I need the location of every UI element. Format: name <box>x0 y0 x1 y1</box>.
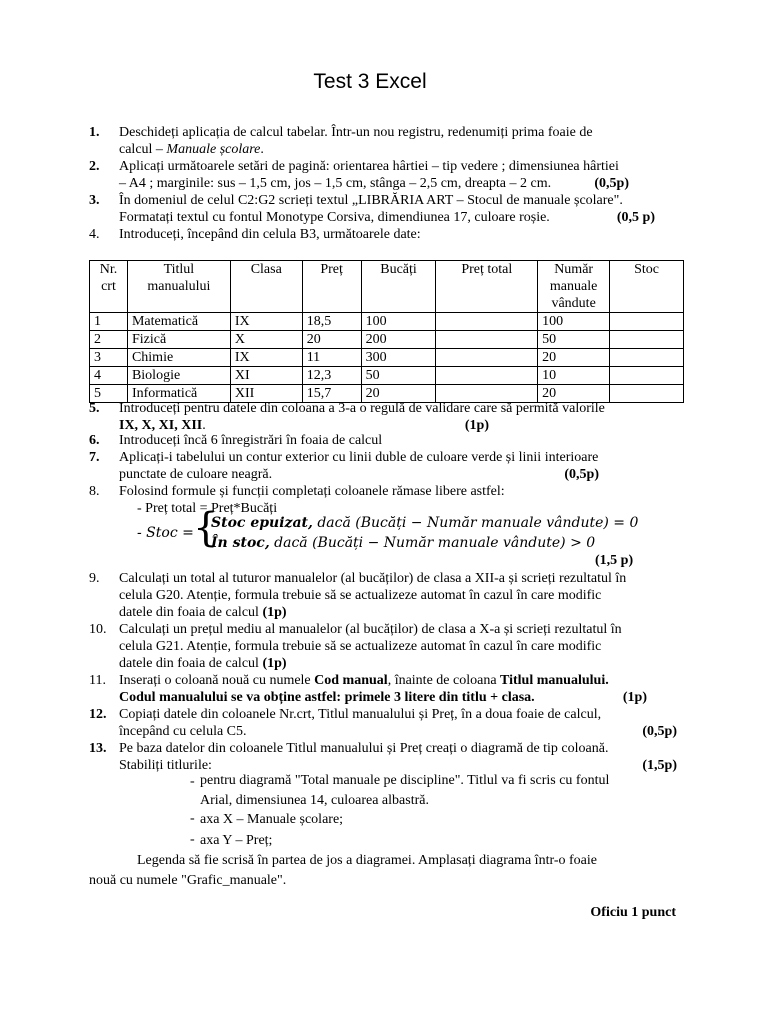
item-12 <box>89 706 677 740</box>
item-text: În domeniul de celul C2:G2 scrieți textul „LIBRĂRIA ART – Stocul de manuale școlare". <box>119 193 623 208</box>
table-cell: Chimie <box>127 349 230 367</box>
item-text: Formatați textul cu fontul Monotype Corsiva, dimendiunea 17, culoare roșie. <box>119 210 550 225</box>
table-cell: 50 <box>538 331 610 349</box>
column-header: Stoc <box>610 261 684 313</box>
item-number: 4. <box>89 227 100 242</box>
item-9 <box>89 570 677 621</box>
item-number: 5. <box>89 401 100 416</box>
item-4 <box>89 226 677 243</box>
legend-paragraph <box>89 851 679 891</box>
item-text: Deschideți aplicația de calcul tabelar. Într-un nou registru, redenumiți prima foaie de <box>119 125 593 140</box>
points: (0,5p) <box>642 724 677 739</box>
table-cell: 4 <box>90 367 128 385</box>
item-5 <box>89 400 677 434</box>
points: (1,5p) <box>642 758 677 773</box>
item-text: Stabiliți titlurile: <box>119 758 212 773</box>
item-text: Calculați un total al tuturor manualelor (al bucăților) de clasa a XII-a și scrieți rezultatul în <box>119 571 627 586</box>
points: (1p) <box>622 690 647 705</box>
points: (1p) <box>262 605 287 620</box>
table-row <box>90 331 684 349</box>
table-cell: XI <box>230 367 302 385</box>
item-7 <box>89 449 677 483</box>
item-number: 8. <box>89 484 100 499</box>
table-cell: IX <box>230 349 302 367</box>
item-text: datele din foaia de calcul <box>119 656 263 671</box>
points: (0,5p) <box>594 176 629 191</box>
sheet-name: Manuale școlare <box>166 142 261 157</box>
bullet-dash: - <box>190 774 195 789</box>
stoc-label: - Stoc = <box>137 525 194 541</box>
subitem-text: Arial, dimensiunea 14, culoarea albastră. <box>200 793 429 808</box>
table-cell: 300 <box>361 349 436 367</box>
item-text: . <box>260 142 264 157</box>
table-cell: 3 <box>90 349 128 367</box>
points: (1p) <box>262 656 287 671</box>
table-cell <box>610 349 684 367</box>
table-cell <box>436 331 538 349</box>
formula-case-2 <box>211 535 595 551</box>
item-6 <box>89 432 677 449</box>
table-cell: 200 <box>361 331 436 349</box>
subitem-1 <box>200 772 676 809</box>
item-10 <box>89 621 677 672</box>
table-cell: 11 <box>302 349 361 367</box>
paragraph-line: nouă cu numele "Grafic_manuale". <box>89 873 287 888</box>
item-11 <box>89 672 677 706</box>
item-8 <box>89 483 677 500</box>
item-text: celula G20. Atenție, formula trebuie să se actualizeze automat în cazul în care modific <box>119 588 602 603</box>
points: (0,5p) <box>564 467 599 482</box>
formula-pret-total: - Preț total = Preț*Bucăți <box>137 501 278 516</box>
bullet-dash: - <box>190 811 195 826</box>
table-row <box>90 367 684 385</box>
table-cell: 20 <box>361 385 436 403</box>
table-cell: 100 <box>361 313 436 331</box>
item-text: Introduceți, începând din celula B3, următoarele date: <box>119 227 421 242</box>
table-cell <box>436 349 538 367</box>
validation-values: IX, X, XI, XII <box>119 418 203 433</box>
item-number: 1. <box>89 125 100 140</box>
points: (0,5 p) <box>616 210 655 225</box>
case-condition: dacă (Bucăți − Număr manuale vândute) = 0 <box>312 515 639 531</box>
item-number: 2. <box>89 159 100 174</box>
item-number: 12. <box>89 707 107 722</box>
item-number: 11. <box>89 673 106 688</box>
item-text: Codul manualului se va obține astfel: primele 3 litere din titlu + clasa. <box>119 690 535 705</box>
table-cell: 1 <box>90 313 128 331</box>
item-text: – A4 ; marginile: sus – 1,5 cm, jos – 1,5 cm, stânga – 2,5 cm, dreapta – 2 cm. <box>119 176 552 191</box>
table-cell: Matematică <box>127 313 230 331</box>
table-cell <box>610 313 684 331</box>
item-text: Calculați un prețul mediu al manualelor (al bucăților) de clasa a X-a și scrieți rezultatul în <box>119 622 622 637</box>
table-row <box>90 349 684 367</box>
item-3 <box>89 192 677 226</box>
column-header: Titlul manualului <box>127 261 230 313</box>
table-cell <box>436 313 538 331</box>
item-text: începând cu celula C5. <box>119 724 247 739</box>
item-text: , înainte de coloana <box>387 673 501 688</box>
table-cell <box>610 331 684 349</box>
item-text: calcul – <box>119 142 167 157</box>
table-cell: Biologie <box>127 367 230 385</box>
points: (1p) <box>464 418 489 433</box>
item-text: Copiați datele din coloanele Nr.crt, Titlul manualului și Preț, în a doua foaie de calcul, <box>119 707 602 722</box>
table-cell <box>610 367 684 385</box>
points: (1,5 p) <box>595 553 634 568</box>
item-2 <box>89 158 677 192</box>
item-text: punctate de culoare neagră. <box>119 467 273 482</box>
item-number: 7. <box>89 450 100 465</box>
item-text: Pe baza datelor din coloanele Titlul manualului și Preț creați o diagramă de tip coloană. <box>119 741 609 756</box>
item-text: . <box>202 418 206 433</box>
subitem-text: pentru diagramă "Total manuale pe discipline". Titlul va fi scris cu fontul <box>200 773 610 788</box>
case-label: Stoc epuizat, <box>211 515 313 531</box>
column-header: Preț <box>302 261 361 313</box>
table-cell: 15,7 <box>302 385 361 403</box>
item-number: 3. <box>89 193 100 208</box>
case-condition: dacă (Bucăți − Număr manuale vândute) > 0 <box>269 535 596 551</box>
table-cell: 20 <box>538 385 610 403</box>
table-cell: 12,3 <box>302 367 361 385</box>
table-cell: IX <box>230 313 302 331</box>
table-cell: 100 <box>538 313 610 331</box>
table-cell: 18,5 <box>302 313 361 331</box>
subitem-3: axa Y – Preț; <box>200 833 273 848</box>
table-cell: 2 <box>90 331 128 349</box>
item-text: datele din foaia de calcul <box>119 605 263 620</box>
data-table <box>89 260 684 403</box>
column-header: Număr manuale vândute <box>538 261 610 313</box>
formula-case-1 <box>211 515 638 531</box>
table-cell: 10 <box>538 367 610 385</box>
column-header: Nr. crt <box>90 261 128 313</box>
item-1 <box>89 124 677 158</box>
bullet-dash: - <box>190 832 195 847</box>
table-cell: X <box>230 331 302 349</box>
table-cell: 5 <box>90 385 128 403</box>
column-header: Bucăți <box>361 261 436 313</box>
table-cell: Fizică <box>127 331 230 349</box>
table-cell: XII <box>230 385 302 403</box>
item-number: 6. <box>89 433 100 448</box>
table-header-row <box>90 261 684 313</box>
item-13 <box>89 740 677 774</box>
column-header: Preț total <box>436 261 538 313</box>
paragraph-line: Legenda să fie scrisă în partea de jos a diagramei. Amplasați diagrama într-o foaie <box>137 853 597 868</box>
table-cell: 20 <box>538 349 610 367</box>
table-cell: 50 <box>361 367 436 385</box>
item-text: celula G21. Atenție, formula trebuie să se actualizeze automat în cazul în care modific <box>119 639 602 654</box>
table-row <box>90 313 684 331</box>
case-label: În stoc, <box>211 535 270 551</box>
item-text: Folosind formule și funcții completați coloanele rămase libere astfel: <box>119 484 505 499</box>
table-cell: Informatică <box>127 385 230 403</box>
item-text: Introduceți pentru datele din coloana a 3-a o regulă de validare care să permită valorile <box>119 401 605 416</box>
brace-symbol: { <box>193 505 219 551</box>
item-text: Aplicați-i tabelului un contur exterior cu linii duble de culoare verde și linii interioare <box>119 450 599 465</box>
item-text: Inserați o coloană nouă cu numele <box>119 673 315 688</box>
item-number: 10. <box>89 622 107 637</box>
item-text: Aplicați următoarele setări de pagină: orientarea hârtiei – tip vedere ; dimensiunea hârtiei <box>119 159 619 174</box>
page-title: Test 3 Excel <box>313 70 427 93</box>
column-header: Clasa <box>230 261 302 313</box>
item-number: 9. <box>89 571 100 586</box>
table-cell: 20 <box>302 331 361 349</box>
item-text: Cod manual <box>314 673 388 688</box>
item-text: Titlul manualului. <box>500 673 609 688</box>
subitem-2: axa X – Manuale școlare; <box>200 812 344 827</box>
item-number: 13. <box>89 741 107 756</box>
table-cell <box>436 367 538 385</box>
footer-points: Oficiu 1 punct <box>590 905 676 920</box>
item-text: Introduceți încă 6 înregistrări în foaia de calcul <box>119 433 383 448</box>
